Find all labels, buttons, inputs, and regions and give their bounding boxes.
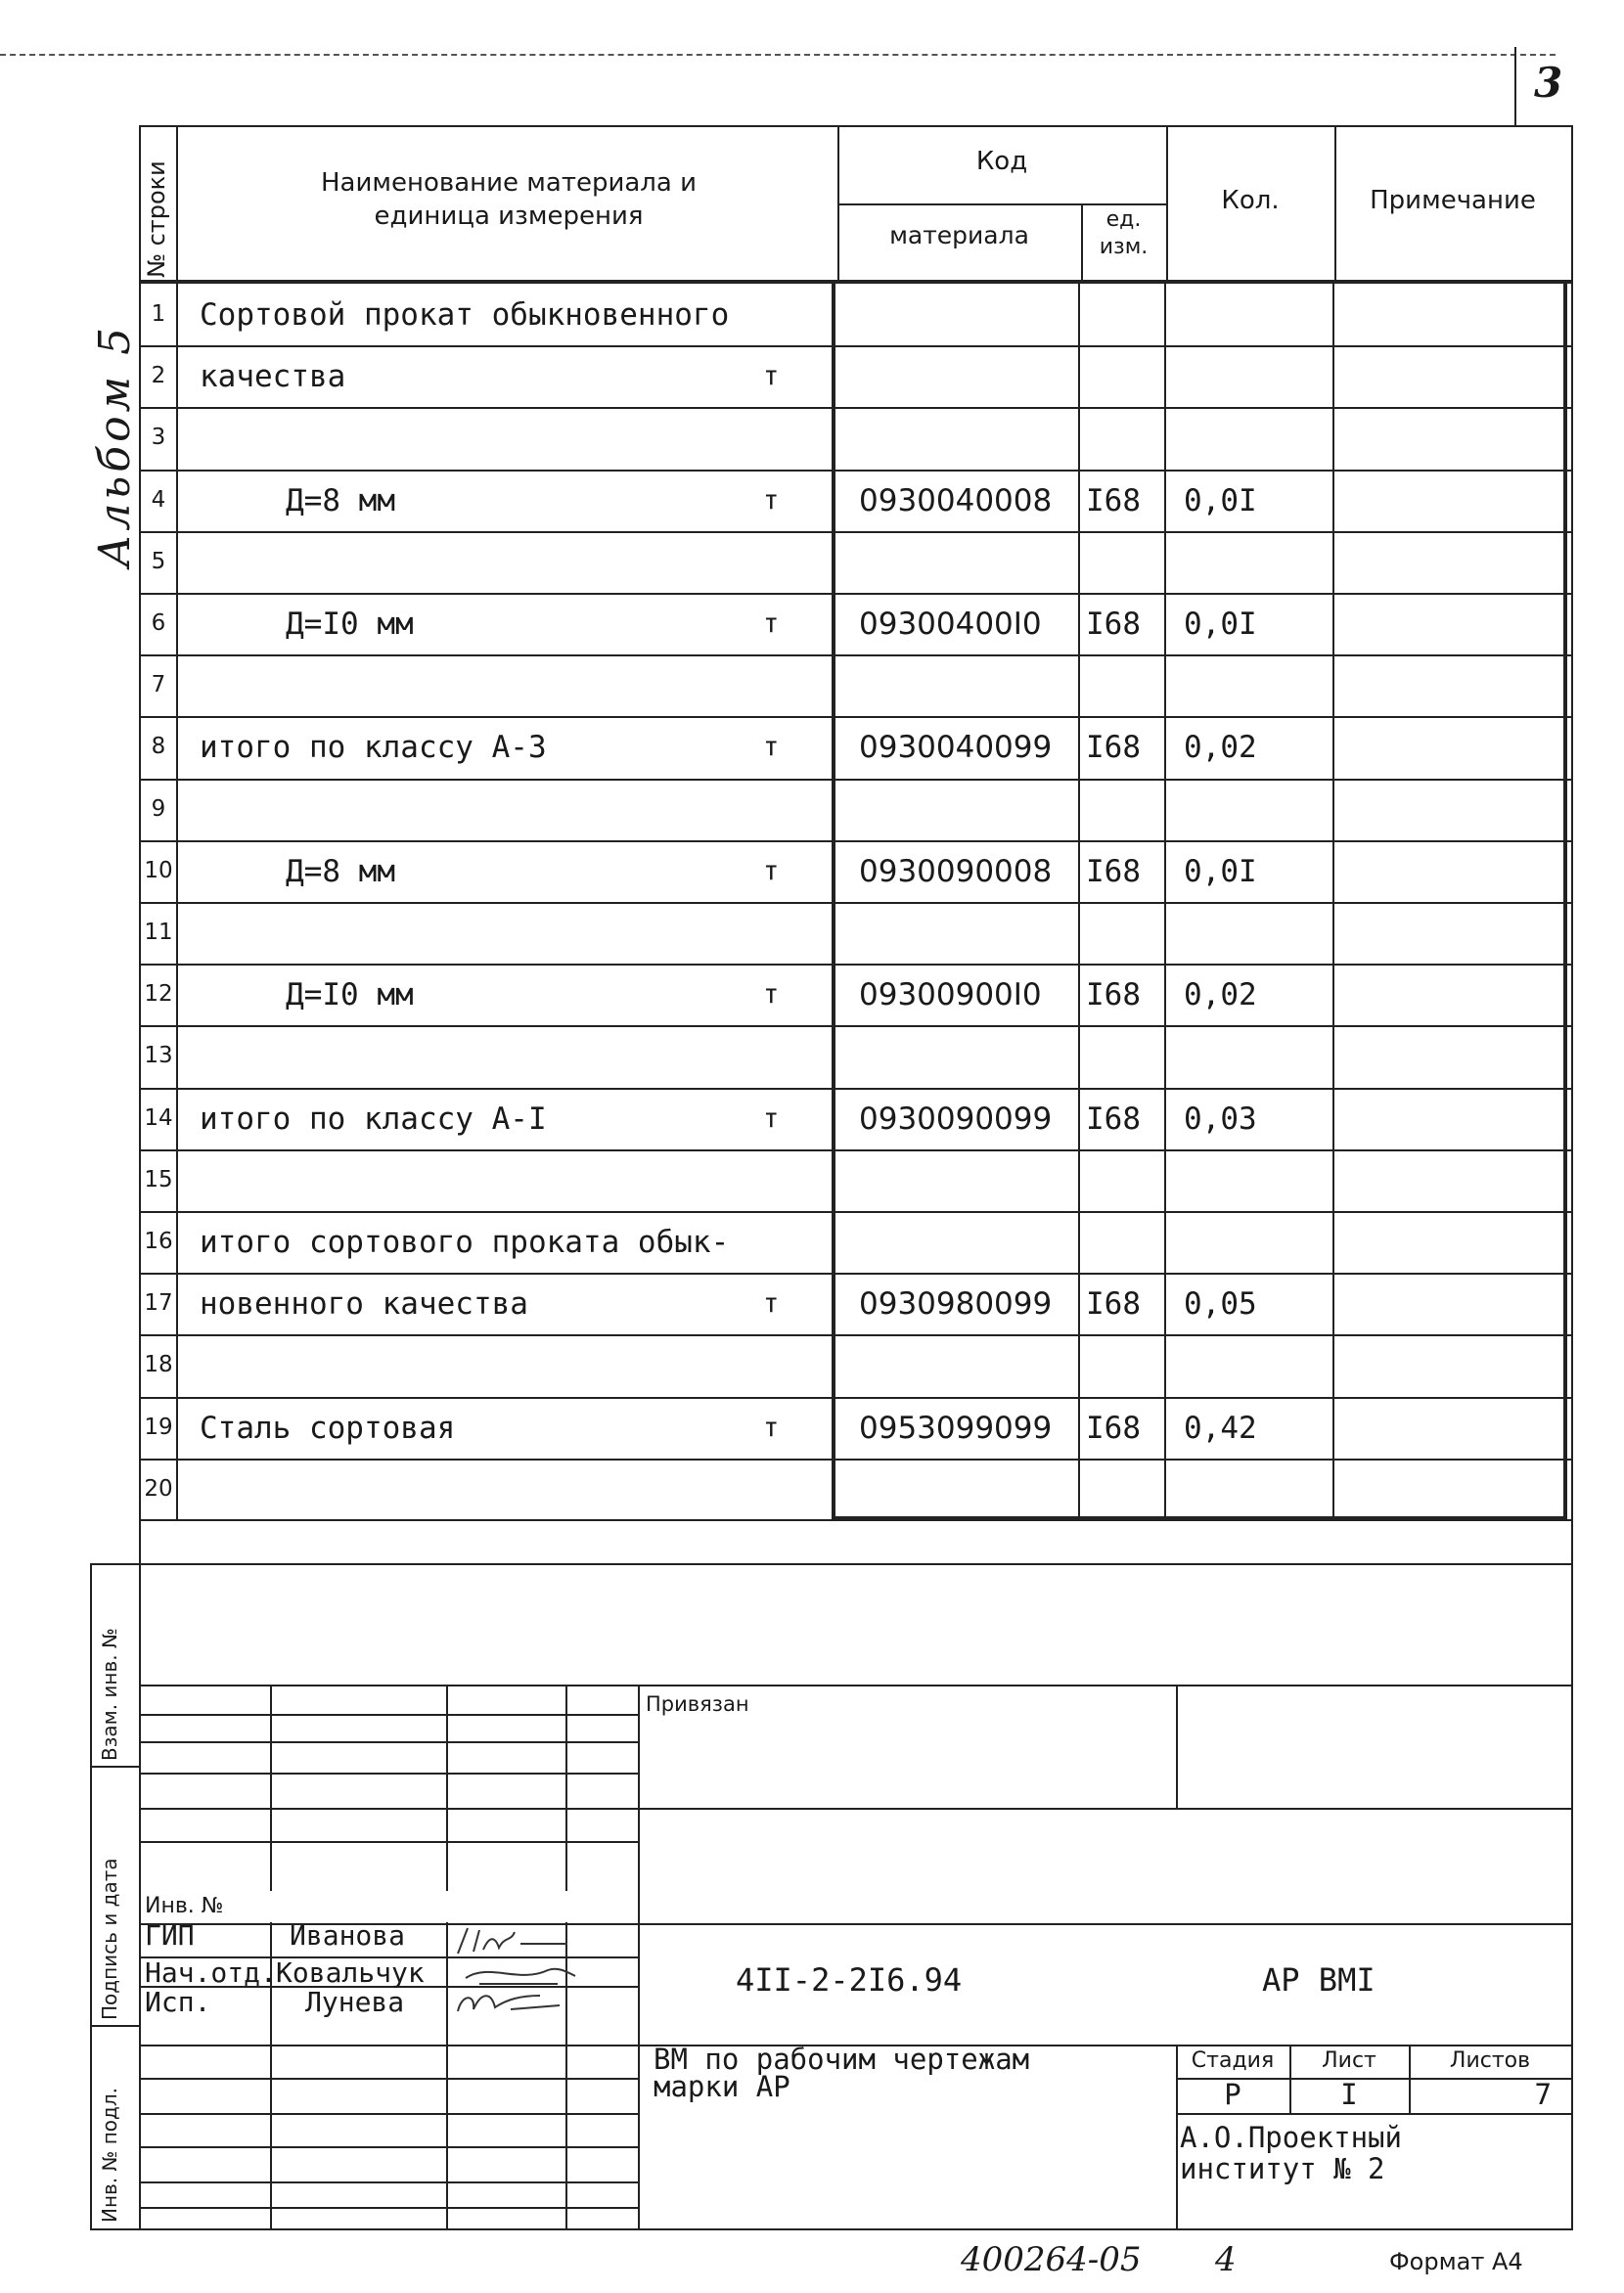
row-number: 10 <box>144 857 173 883</box>
row-number: 15 <box>144 1166 173 1192</box>
row-unit-code: I68 <box>1086 853 1141 889</box>
row-quantity: 0,0I <box>1184 607 1257 642</box>
col-sep-rownum <box>176 125 178 1519</box>
row-quantity: 0,0I <box>1184 482 1257 518</box>
row-name: итого по классу А-I <box>200 1101 547 1137</box>
row-unit-code: I68 <box>1086 1101 1141 1137</box>
data-box-right <box>1563 282 1567 1518</box>
row-material-code: 0930980099 <box>859 1286 1053 1323</box>
tb-col-4 <box>638 1685 640 2228</box>
signature-gip <box>450 1922 587 1961</box>
tb-line-12 <box>139 2078 638 2080</box>
row-unit-code: I68 <box>1086 1286 1141 1323</box>
row-separator <box>139 1397 1573 1399</box>
row-quantity: 0,05 <box>1184 1286 1257 1323</box>
tb-org-line2: институт № 2 <box>1180 2152 1385 2185</box>
margin-strip-top <box>90 1563 139 1565</box>
hdr-unit-2: изм. <box>1099 235 1149 259</box>
row-number: 2 <box>151 363 166 389</box>
row-name: Д=I0 мм <box>286 977 414 1013</box>
row-separator <box>139 593 1573 595</box>
row-name: Сталь сортовая <box>200 1410 456 1446</box>
tb-line-bottom <box>139 2228 1573 2230</box>
row-quantity: 0,42 <box>1184 1410 1257 1446</box>
row-unit-code: I68 <box>1086 482 1141 518</box>
row-separator <box>139 1088 1573 1090</box>
hdr-material: материала <box>889 221 1029 249</box>
tb-line-5 <box>139 1773 638 1775</box>
archive-number: 400264-05 <box>961 2240 1142 2279</box>
row-unit-letter: т <box>763 1102 780 1134</box>
tb-line-3 <box>139 1741 638 1743</box>
row-separator <box>139 1459 1573 1461</box>
data-box-left <box>832 282 835 1518</box>
row-number: 9 <box>151 795 166 822</box>
row-number: 7 <box>151 672 166 698</box>
row-separator <box>139 964 1573 966</box>
row-unit-letter: т <box>763 732 780 763</box>
row-unit-letter: т <box>763 361 780 392</box>
hdr-unit-1: ед. <box>1105 207 1142 232</box>
frame-right <box>1571 125 1573 2228</box>
row-unit-letter: т <box>763 608 780 639</box>
tb-inv-no: Инв. № <box>145 1894 224 1918</box>
tb-doc-mark: АР ВМI <box>1262 1961 1376 1999</box>
row-separator <box>139 1273 1573 1275</box>
row-material-code: 0930040099 <box>859 730 1053 766</box>
tb-line-4 <box>638 1808 1573 1810</box>
hdr-code: Код <box>975 147 1028 176</box>
row-number: 5 <box>151 548 166 574</box>
hdr-note: Примечание <box>1370 186 1536 215</box>
row-separator <box>139 654 1573 656</box>
tb-isp-role: Исп. <box>145 1986 211 2018</box>
row-number: 11 <box>144 920 173 945</box>
tb-line-15 <box>1176 2113 1573 2115</box>
tb-sheet-label: Лист <box>1322 2048 1376 2073</box>
row-separator <box>139 779 1573 781</box>
row-name: новенного качества <box>200 1286 528 1323</box>
row-unit-letter: т <box>763 1412 780 1443</box>
row-material-code: 09300900I0 <box>859 977 1042 1013</box>
row-number: 12 <box>144 981 173 1008</box>
copy-number: 4 <box>1215 2240 1237 2279</box>
tb-sheets-value: 7 <box>1534 2078 1552 2111</box>
tb-org-line1: А.О.Проектный <box>1180 2121 1402 2154</box>
row-number: 14 <box>144 1104 173 1131</box>
row-number: 16 <box>144 1229 173 1254</box>
row-separator <box>139 1334 1573 1336</box>
row-name: итого сортового проката обык- <box>200 1225 730 1260</box>
row-number: 8 <box>151 734 166 760</box>
format-label: Формат А4 <box>1389 2248 1523 2275</box>
tb-col-2 <box>446 1685 448 2228</box>
tb-sheets-label: Листов <box>1449 2048 1531 2073</box>
tb-col-5 <box>1176 1685 1178 1808</box>
row-separator <box>139 470 1573 472</box>
row-number: 19 <box>144 1414 173 1440</box>
tb-stage-value: Р <box>1224 2078 1241 2111</box>
row-name: Д=I0 мм <box>286 607 414 642</box>
tb-nach-role: Нач.отд. <box>145 1956 277 1989</box>
row-separator <box>139 1149 1573 1151</box>
margin-vzam-label: Взам. инв. № <box>98 1628 121 1761</box>
row-quantity: 0,02 <box>1184 977 1257 1013</box>
frame-top <box>139 125 1573 127</box>
tb-privyazan: Привязан <box>646 1692 749 1716</box>
row-material-code: 0930040008 <box>859 482 1053 518</box>
page-number: 3 <box>1534 59 1563 107</box>
top-border-line <box>0 54 1556 56</box>
margin-podpis-label: Подпись и дата <box>98 1858 121 2020</box>
row-number: 18 <box>144 1352 173 1378</box>
tb-line-18 <box>139 2207 638 2209</box>
signature-isp <box>452 1986 579 2021</box>
row-unit-letter: т <box>763 484 780 516</box>
row-material-code: 0953099099 <box>859 1410 1053 1446</box>
row-quantity: 0,02 <box>1184 730 1257 766</box>
row-material-code: 0930090008 <box>859 853 1053 889</box>
row-separator <box>139 407 1573 409</box>
row-material-code: 09300400I0 <box>859 607 1042 642</box>
row-separator <box>139 1025 1573 1027</box>
row-number: 4 <box>151 486 166 513</box>
row-name: качества <box>200 359 346 395</box>
row-unit-code: I68 <box>1086 977 1141 1013</box>
data-sep-unit <box>1078 282 1080 1518</box>
row-separator <box>139 1211 1573 1213</box>
row-name: Д=8 мм <box>286 853 395 889</box>
row-unit-letter: т <box>763 1288 780 1320</box>
tb-line-1 <box>139 1685 1573 1686</box>
row-separator <box>139 531 1573 533</box>
margin-sep-1 <box>90 1766 139 1768</box>
tb-nach-name: Ковальчук <box>276 1956 425 1989</box>
row-unit-letter: т <box>763 855 780 886</box>
tb-desc-line2: марки АР <box>654 2070 790 2103</box>
tb-desc-line1: ВМ по рабочим чертежам <box>654 2043 1030 2076</box>
hdr-code-sub-line <box>837 203 1166 205</box>
table-bottom-line <box>139 1519 1573 1521</box>
album-stamp: Альбом 5 <box>90 323 140 567</box>
row-unit-code: I68 <box>1086 730 1141 766</box>
row-name: Д=8 мм <box>286 482 395 518</box>
row-unit-code: I68 <box>1086 607 1141 642</box>
tb-line-14 <box>139 2113 638 2115</box>
hdr-qty: Кол. <box>1221 186 1280 215</box>
hdr-name-line2: единица измерения <box>374 202 644 231</box>
data-sep-note <box>1332 282 1334 1518</box>
stamp-top-line <box>139 1563 1573 1565</box>
row-number: 13 <box>144 1043 173 1069</box>
row-separator <box>139 345 1573 347</box>
row-number: 3 <box>151 425 166 451</box>
row-number: 17 <box>144 1290 173 1317</box>
row-number: 20 <box>144 1475 173 1502</box>
row-quantity: 0,0I <box>1184 853 1257 889</box>
row-quantity: 0,03 <box>1184 1101 1257 1137</box>
data-sep-qty <box>1164 282 1166 1518</box>
row-name: Сортовой прокат обыкновенного <box>200 297 730 333</box>
row-unit-letter: т <box>763 979 780 1011</box>
margin-strip-bottom <box>90 2228 139 2230</box>
tb-line-17 <box>139 2181 638 2183</box>
tb-isp-name: Лунева <box>305 1986 405 2018</box>
tb-stage-label: Стадия <box>1191 2048 1275 2073</box>
row-material-code: 0930090099 <box>859 1101 1053 1137</box>
row-number: 1 <box>151 301 166 327</box>
tb-line-6 <box>139 1808 638 1810</box>
margin-inv-label: Инв. № подл. <box>98 2088 121 2223</box>
hdr-row-number: № строки <box>143 160 170 278</box>
tb-line-2 <box>139 1714 638 1716</box>
tb-sheet-value: I <box>1340 2078 1358 2111</box>
tb-gip-name: Иванова <box>290 1919 406 1952</box>
tb-gip-role: ГИП <box>145 1919 195 1952</box>
hdr-bottom-line <box>139 280 1573 284</box>
row-name: итого по классу А-3 <box>200 730 547 766</box>
page-number-box-left <box>1514 47 1516 125</box>
row-number: 6 <box>151 610 166 636</box>
margin-strip-left <box>90 1563 92 2228</box>
tb-line-16 <box>139 2146 638 2148</box>
row-separator <box>139 840 1573 842</box>
row-unit-code: I68 <box>1086 1410 1141 1446</box>
tb-doc-code: 4II-2-2I6.94 <box>736 1961 963 1999</box>
tb-line-7 <box>139 1841 638 1843</box>
row-separator <box>139 902 1573 904</box>
hdr-name-line1: Наименование материала и <box>320 168 698 198</box>
row-separator <box>139 716 1573 718</box>
